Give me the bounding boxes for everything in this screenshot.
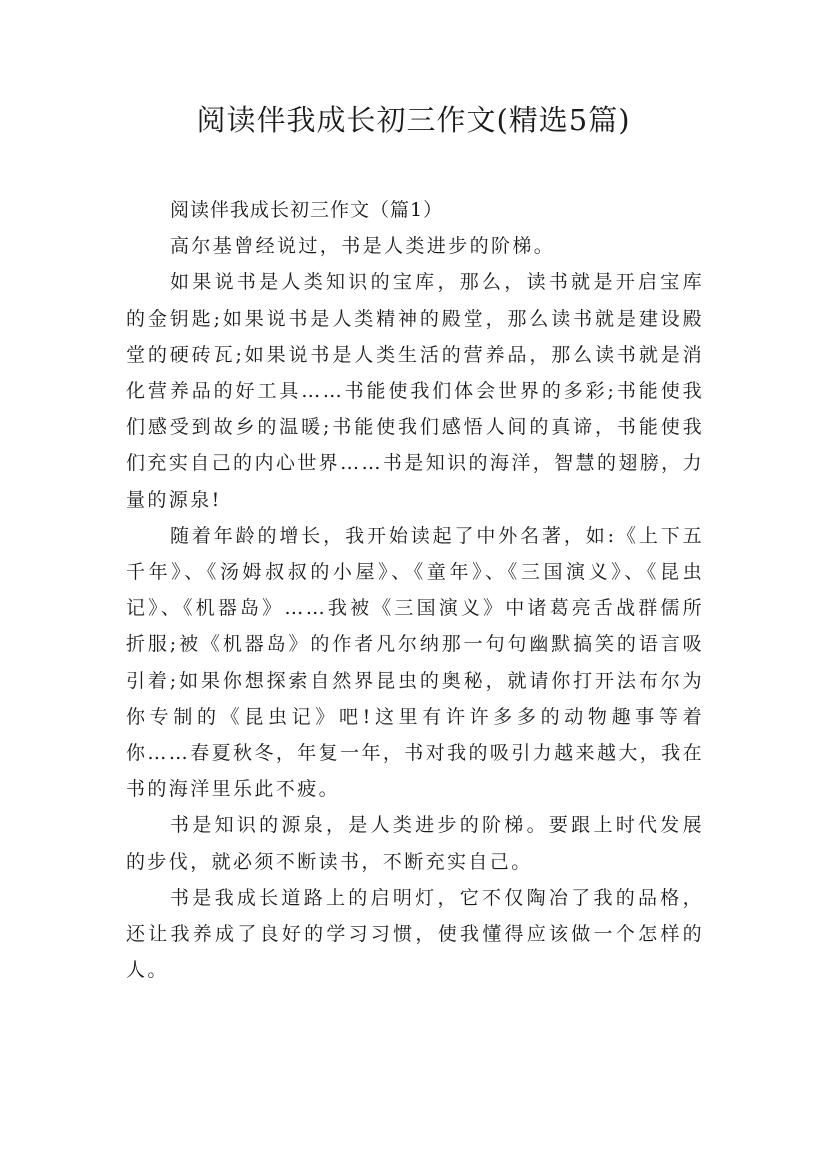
document-title: 阅读伴我成长初三作文(精选5篇) bbox=[196, 103, 631, 137]
document-body bbox=[126, 192, 704, 988]
paragraph: 随着年龄的增长，我开始读起了中外名著，如:《上下五千年》、《汤姆叔叔的小屋》、《童年》、《三国演义》、《昆虫记》、《机器岛》……我被《三国演义》中诸葛亮舌战群儒所折服;被《机器岛》的作者凡尔纳那一句句幽默搞笑的语言吸引着;如果你想探索自然界昆虫的奥秘，就请你打开法布尔为你专制的《昆虫记》吧!这里有许许多多的动物趣事等着你……春夏秋冬，年复一年，书对我的吸引力越来越大，我在书的海洋里乐此不疲。 bbox=[126, 524, 704, 801]
paragraph: 书是知识的源泉，是人类进步的阶梯。要跟上时代发展的步伐，就必须不断读书，不断充实自己。 bbox=[126, 814, 704, 873]
paragraph: 如果说书是人类知识的宝库，那么，读书就是开启宝库的金钥匙;如果说书是人类精神的殿堂，那么读书就是建设殿堂的硬砖瓦;如果说书是人类生活的营养品，那么读书就是消化营养品的好工具……书能使我们体会世界的多彩;书能使我们感受到故乡的温暖;书能使我们感悟人间的真谛，书能使我们充实自己的内心世界……书是知识的海洋，智慧的翅膀，力量的源泉! bbox=[126, 271, 704, 511]
paragraph: 书是我成长道路上的启明灯，它不仅陶冶了我的品格，还让我养成了良好的学习习惯，使我懂得应该做一个怎样的人。 bbox=[126, 886, 704, 982]
section-heading: 阅读伴我成长初三作文（篇1） bbox=[170, 199, 444, 221]
paragraph: 高尔基曾经说过，书是人类进步的阶梯。 bbox=[170, 235, 556, 258]
